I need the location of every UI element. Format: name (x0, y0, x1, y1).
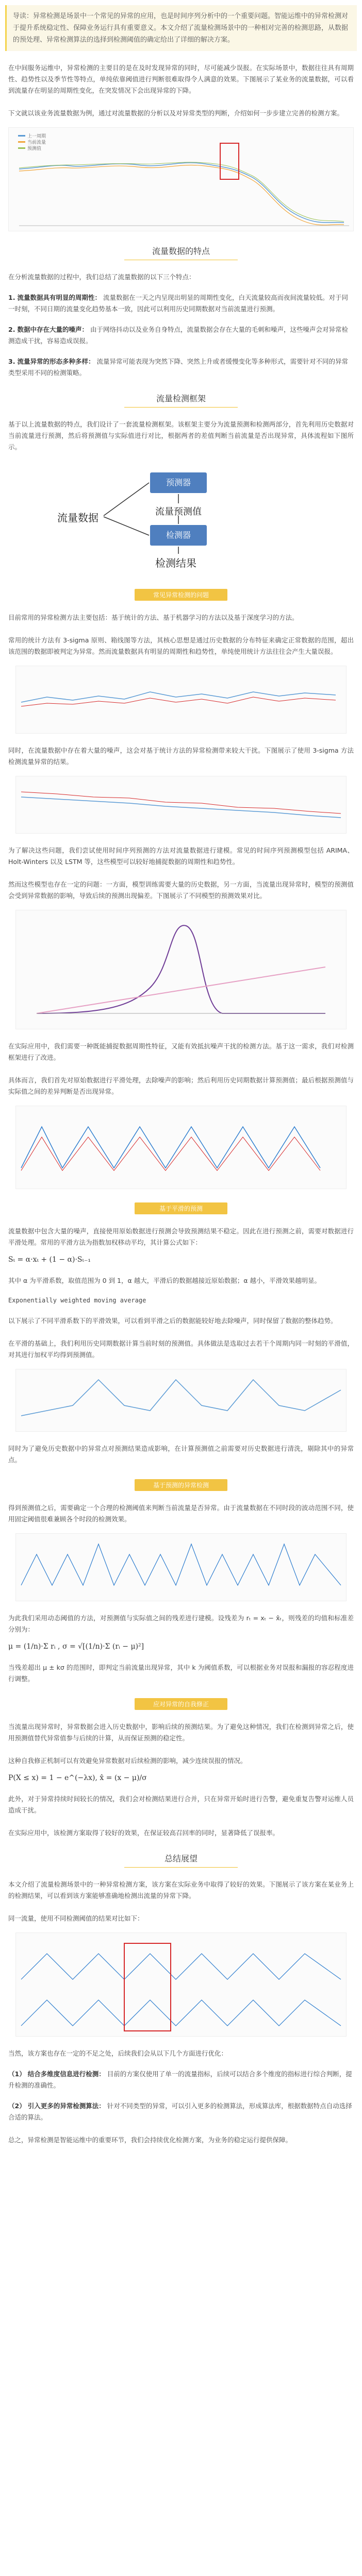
paragraph: 同时为了避免历史数据中的异常点对预测结果造成影响，在计算预测值之前需要对历史数据进行清洗，剔除其中的异常点。 (8, 1445, 354, 1464)
paragraph: 在实际应用中，我们需要一种既能捕捉数据周期性特征，又能有效抵抗噪声干扰的检测方法。基于这一需求，我们对检测框架进行了改进。 (8, 1042, 354, 1061)
diagram-result: 检测结果 (155, 557, 196, 569)
anomaly-box (220, 143, 239, 179)
chart-figure (15, 666, 347, 734)
legend-item: 当前流量 (27, 140, 46, 145)
list-item: 1. 流量数据具有明显的周期性： 流量数据在一天之内呈现出明显的周期性变化，白天流量较高而夜间流量较低。对于同一时刻，不同日期的流量变化趋势基本一致，因此可以利用历史同期数据对当前流量进行预测。 (8, 294, 348, 313)
paragraph: 在实际应用中，该检测方案取得了较好的效果，在保证较高召回率的同时，显著降低了误报率。 (8, 1829, 279, 1837)
paragraph: 此外，对于异常持续时间较长的情况，我们会对检测结果进行合并，只在异常开始时进行告警，避免重复告警对运维人员造成干扰。 (8, 1795, 354, 1814)
formula: μ = (1/n)·Σ rᵢ , σ = √[(1/n)·Σ (rᵢ − μ)²] (8, 1642, 144, 1651)
paragraph: 下文就以该业务流量数据为例，通过对流量数据的分析以及对异常类型的判断，介绍如何一步步建立完善的检测方案。 (8, 109, 344, 117)
paragraph: 当残差超出 μ ± kσ 的范围时，即判定当前流量出现异常，其中 k 为阈值系数，可以根据业务对误报和漏报的容忍程度进行调整。 (8, 1664, 354, 1683)
distribution-chart (16, 910, 346, 1029)
sub-heading: 常见异常检测的问题 (135, 589, 227, 601)
legend-item: 预测值 (27, 146, 42, 151)
detection-flow-diagram (57, 462, 305, 575)
paragraph: 在中间服务运维中，异常检测的主要目的是在及时发现异常的同时，尽可能减少误报。在实际场景中，数据往往具有周期性、趋势性以及季节性等特点，单纯依靠阈值进行判断很难取得令人满意的效果。下图展示了某业务的流量数据，可以看到流量存在明显的周期性变化，在突发情况下会出现异常的下降。 (8, 64, 354, 94)
detection-result-figure (15, 1933, 347, 2037)
intro-box (5, 5, 357, 51)
sub-heading: 基于预测的异常检测 (135, 1479, 227, 1491)
code-line: Exponentially weighted moving average (8, 1297, 146, 1304)
paragraph: 以下展示了不同平滑系数下的平滑效果，可以看到平滑之后的数据能较好地去除噪声，同时保留了数据的整体趋势。 (8, 1317, 337, 1325)
diagram-predictor: 预测器 (150, 472, 207, 493)
multi-series-chart (16, 1106, 346, 1189)
list-item: （2） 引入更多的异常检测算法： 针对不同类型的异常，可以引入更多的检测算法，形成算法库，根据数据特点自动选择合适的算法。 (8, 2102, 352, 2121)
chart-figure (15, 776, 347, 834)
intro-text: 导读：异常检测是场景中一个常见的异常的应用，也是时间序列分析中的一个重要问题。智能运维中的异常检测对于提升系统稳定性、保障业务运行具有重要意义。本文介绍了流量检测场景中的一种相对完善的检测思路，从数据的预处理、异常检测算法的选择到检测阈值的确定给出了详细的解决方案。 (13, 12, 349, 44)
legend-item: 上一周期 (27, 134, 46, 139)
paragraph: 本文介绍了流量检测场景中的一种异常检测方案，该方案在实际业务中取得了较好的效果。下图展示了该方案在某业务上的检测结果，可以看到该方案能够准确地检测出流量的异常下降。 (8, 1880, 354, 1900)
paragraph: 具体而言，我们首先对原始数据进行平滑处理，去除噪声的影响；然后利用历史同期数据计算预测值；最后根据预测值与实际值之间的差异判断是否出现异常。 (8, 1076, 354, 1095)
chart-figure (15, 1369, 347, 1432)
chart-figure (15, 910, 347, 1029)
paragraph: 然而这些模型也存在一定的问题：一方面，模型训练需要大量的历史数据，另一方面，当流量出现异常时，模型的预测值会受到异常数据的影响，导致后续的预测出现偏差。下图展示了不同模型的预测效果对比。 (8, 880, 354, 900)
diagram-predicted: 流量预测值 (155, 506, 202, 517)
sub-heading: 基于平滑的预测 (135, 1202, 227, 1214)
line-chart (16, 666, 346, 733)
diagram-detector: 检测器 (150, 525, 207, 546)
line-chart (16, 776, 346, 833)
list-item: 3. 流量异常的形态多种多样： 流量异常可能表现为突然下降、突然上升或者缓慢变化等多种形式，需要针对不同的异常类型采用不同的检测策略。 (8, 358, 348, 377)
diagram-input: 流量数据 (57, 512, 98, 524)
paragraph: 基于以上流量数据的特点，我们设计了一套流量检测框架。该框架主要分为流量预测和检测两部分，首先利用历史数据对当前流量进行预测，然后将预测值与实际值进行对比，根据两者的差值判断当前流量是否出现异常，具体流程如下图所示。 (8, 420, 354, 451)
sub-heading: 应对异常的自我修正 (135, 1698, 227, 1710)
detection-result-chart (16, 1933, 346, 2036)
paragraph: 同时，在流量数据中存在着大量的噪声，这会对基于统计方法的异常检测带来较大干扰。下图展示了使用 3-sigma 方法检测流量异常的结果。 (8, 747, 354, 766)
paragraph: 常用的统计方法有 3-sigma 原则、箱线图等方法，其核心思想是通过历史数据的分布特征来确定正常数据的范围，超出该范围的数据即被判定为异常。然而流量数据具有明显的周期性和趋势性，单纯使用统计方法往往会产生大量误报。 (8, 636, 354, 655)
paragraph: 在分析流量数据的过程中，我们总结了流量数据的以下三个特点： (8, 273, 195, 281)
chart-figure (15, 1106, 347, 1189)
paragraph: 当然，该方案也存在一定的不足之处，后续我们会从以下几个方面进行优化： (8, 2049, 228, 2057)
formula: Sₜ = α·xₜ + (1 − α)·Sₜ₋₁ (8, 1256, 91, 1264)
list-item: 2. 数据中存在大量的噪声： 由于网络抖动以及业务自身特点，流量数据会存在大量的毛刺和噪声，这些噪声会对异常检测造成干扰，容易造成误报。 (8, 326, 348, 345)
line-chart (16, 1534, 346, 1601)
paragraph: 其中 α 为平滑系数，取值范围为 0 到 1，α 越大，平滑后的数据越接近原始数据；α 越小，平滑效果越明显。 (8, 1277, 321, 1284)
paragraph: 同一流量，使用不同检测阈值的结果对比如下： (8, 1914, 144, 1922)
paragraph: 这种自我修正机制可以有效避免异常数据对后续检测的影响，减少连续误报的情况。 (8, 1757, 247, 1765)
paragraph: 总之，异常检测是智能运维中的重要环节，我们会持续优化检测方案，为业务的稳定运行提供保障。 (8, 2136, 292, 2144)
section-heading: 流量检测框架 (124, 392, 238, 408)
paragraph: 当流量出现异常时，异常数据会进入历史数据中，影响后续的预测结果。为了避免这种情况，我们在检测到异常之后，使用预测值替代异常值参与后续的计算，从而保证预测的稳定性。 (8, 1723, 354, 1742)
chart-legend (18, 133, 46, 151)
diagram-arrows (57, 462, 305, 575)
section-heading: 流量数据的特点 (124, 245, 238, 260)
paragraph: 流量数据中包含大量的噪声，直接使用原始数据进行预测会导致预测结果不稳定。因此在进行预测之前，需要对数据进行平滑处理。常用的平滑方法为指数加权移动平均，其计算公式如下： (8, 1227, 354, 1246)
list-item: （1） 结合多维度信息进行检测： 目前的方案仅使用了单一的流量指标，后续可以结合多个维度的指标进行综合判断，提升检测的准确性。 (8, 2070, 352, 2089)
paragraph: 得到预测值之后，需要确定一个合理的检测阈值来判断当前流量是否异常。由于流量数据在不同时段的波动范围不同，使用固定阈值很难兼顾各个时段的检测效果。 (8, 1504, 354, 1523)
section-heading: 总结展望 (124, 1852, 238, 1868)
paragraph: 为此我们采用动态阈值的方法，对预测值与实际值之间的残差进行建模。设残差为 rₜ = xₜ − x̂ₜ，则残差的均值和标准差分别为： (8, 1614, 354, 1633)
paragraph: 在平滑的基础上，我们利用历史同期数据计算当前时刻的预测值。具体做法是选取过去若干个周期内同一时刻的平滑值，对其进行加权平均得到预测值。 (8, 1340, 354, 1359)
paragraph: 目前常用的异常检测方法主要包括：基于统计的方法、基于机器学习的方法以及基于深度学习的方法。 (8, 614, 299, 621)
footer-space (0, 2146, 362, 2166)
traffic-chart-figure (8, 127, 354, 231)
chart-figure (15, 1533, 347, 1601)
traffic-chart (9, 128, 353, 231)
formula: P(X ≤ x) = 1 − e^(−λx), x̂ = (x − μ)/σ (8, 1774, 147, 1782)
line-chart (16, 1369, 346, 1431)
paragraph: 为了解决这些问题，我们尝试使用时间序列预测的方法对流量数据进行建模。常见的时间序列预测模型包括 ARIMA、Holt-Winters 以及 LSTM 等，这些模型可以较好地捕捉数据的周期性和趋势性。 (8, 846, 354, 866)
